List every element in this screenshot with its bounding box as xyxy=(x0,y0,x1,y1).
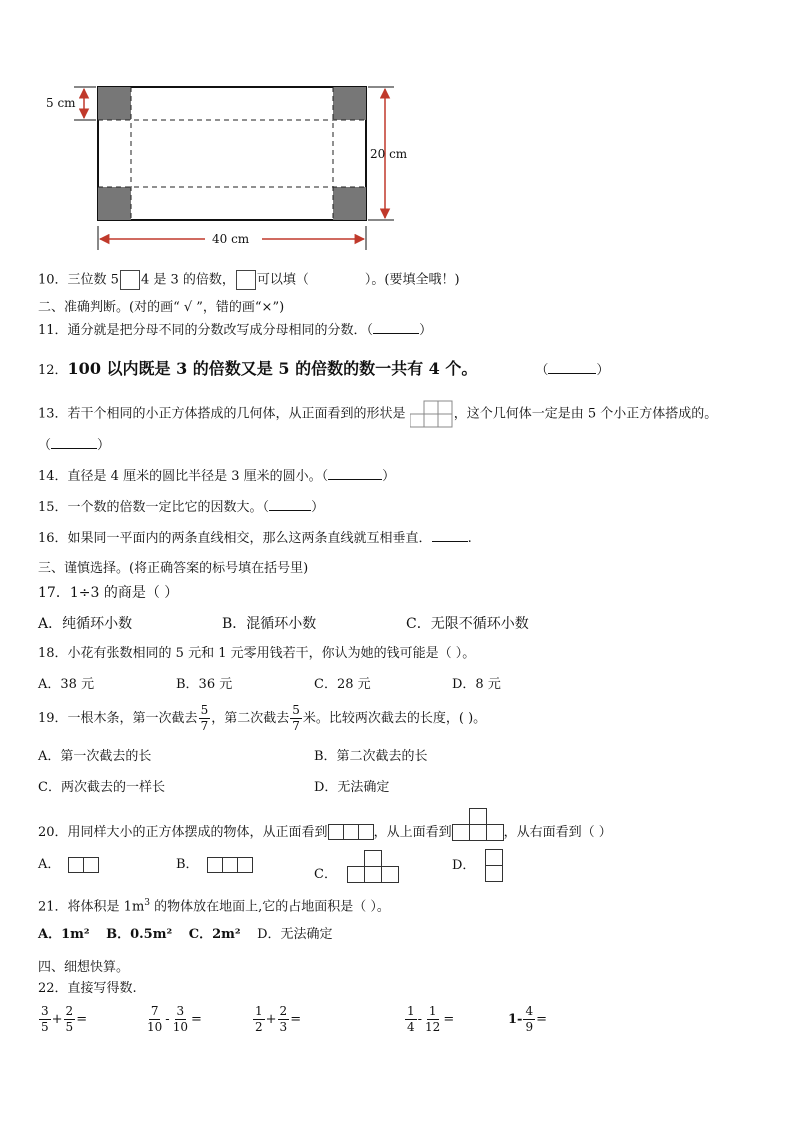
fraction: $\frac{5}{7}$ xyxy=(292,703,300,733)
option-shape xyxy=(207,857,253,873)
answer-blank[interactable] xyxy=(548,373,596,374)
question-16: 16．如果同一平面内的两条直线相交，那么这两条直线就互相垂直． . xyxy=(38,531,472,546)
answer-blank[interactable] xyxy=(432,541,468,542)
calc-item-2[interactable]: $\frac{7}{10}$ - $\frac{3}{10}$ = xyxy=(147,1004,202,1034)
digit-box-2[interactable] xyxy=(236,270,256,290)
corner-square-tr xyxy=(333,87,366,120)
q20-option-d[interactable]: D． xyxy=(452,848,503,884)
front-view-shape xyxy=(410,400,454,428)
q18-option-b[interactable]: B．36 元 xyxy=(176,677,233,692)
question-22: 22．直接写得数. xyxy=(38,981,137,996)
question-18: 18．小花有张数相同的 5 元和 1 元零用钱若干，你认为她的钱可能是（ ）。 xyxy=(38,646,476,661)
outer-rectangle xyxy=(98,87,366,220)
q20-option-b[interactable]: B． xyxy=(176,856,253,874)
q21-option-d[interactable]: D．无法确定 xyxy=(257,927,333,942)
question-15: 15．一个数的倍数一定比它的因数大。（ ） xyxy=(38,500,325,515)
corner-square-tl xyxy=(98,87,131,120)
calc-item-5[interactable]: 1- $\frac{4}{9}$ = xyxy=(508,1004,547,1034)
answer-blank[interactable] xyxy=(269,510,311,511)
answer-blank[interactable] xyxy=(51,448,97,449)
digit-box[interactable] xyxy=(120,270,140,290)
q17-option-a[interactable]: A．纯循环小数 xyxy=(38,616,133,632)
q19-option-c[interactable]: C．两次截去的一样长 xyxy=(38,780,165,795)
front-view-shape xyxy=(328,824,374,840)
option-shape xyxy=(68,857,99,873)
question-13: 13．若干个相同的小正方体搭成的几何体，从正面看到的形状是 ，这个几何体一定是由 5 个小正方体搭成的。 xyxy=(38,400,717,428)
q17-option-c[interactable]: C．无限不循环小数 xyxy=(406,616,529,632)
corner-square-br xyxy=(333,187,366,220)
q18-option-d[interactable]: D．8 元 xyxy=(452,677,501,692)
option-shape xyxy=(485,849,503,883)
question-12: 12．100 以内既是 3 的倍数又是 5 的倍数的数一共有 4 个。 （ ） xyxy=(38,359,610,378)
question-13-answer: （ ） xyxy=(38,438,111,453)
calc-item-3[interactable]: $\frac{1}{2}$ + $\frac{2}{3}$ = xyxy=(255,1004,302,1034)
q18-option-a[interactable]: A．38 元 xyxy=(38,677,95,692)
q21-option-b[interactable]: B．0.5m² xyxy=(106,927,173,942)
section-4-title: 四、细想快算。 xyxy=(38,960,130,975)
fold-lines xyxy=(98,87,366,220)
q20-option-a[interactable]: A． xyxy=(38,856,99,874)
q20-option-c[interactable]: C． xyxy=(314,848,399,884)
label-20cm: 20 cm xyxy=(370,147,408,161)
question-14: 14．直径是 4 厘米的圆比半径是 3 厘米的圆小。（ ） xyxy=(38,469,396,484)
label-40cm: 40 cm xyxy=(212,232,250,246)
cardboard-figure xyxy=(40,78,440,253)
q18-option-c[interactable]: C．28 元 xyxy=(314,677,371,692)
corner-square-bl xyxy=(98,187,131,220)
question-20: 20． 用同样大小的正方体摆成的物体，从正面看到 ，从上面看到 ，从右面看到（ ） xyxy=(38,806,612,842)
top-view-shape xyxy=(452,808,504,842)
question-11: 11．通分就是把分母不同的分数改写成分母相同的分数．（ ） xyxy=(38,323,433,338)
section-3-title: 三、谨慎选择。(将正确答案的标号填在括号里) xyxy=(38,561,309,576)
question-17: 17．1÷3 的商是（ ） xyxy=(38,585,179,601)
q17-option-b[interactable]: B．混循环小数 xyxy=(222,616,317,632)
q19-option-b[interactable]: B．第二次截去的长 xyxy=(314,749,428,764)
question-19: 19． 一根木条，第一次截去 $\frac{5}{7}$ ，第二次截去 $\frac{5}{7}$ 米。比较两次截去的长度，( )。 xyxy=(38,703,487,733)
q21-options xyxy=(38,926,333,944)
answer-blank[interactable] xyxy=(328,479,382,480)
fraction: $\frac{5}{7}$ xyxy=(200,703,209,733)
q21-option-c[interactable]: C．2m² xyxy=(188,927,241,942)
q21-option-a[interactable]: A．1m² xyxy=(38,927,90,942)
calc-item-4[interactable]: $\frac{1}{4}$ - $\frac{1}{12}$ = xyxy=(407,1004,455,1034)
label-5cm: 5 cm xyxy=(46,96,76,110)
answer-blank[interactable] xyxy=(373,333,419,334)
q19-option-a[interactable]: A．第一次截去的长 xyxy=(38,749,152,764)
question-10: 10．三位数 5 4 是 3 的倍数， 可以填（ ）。(要填全哦！) xyxy=(38,270,460,290)
q19-option-d[interactable]: D．无法确定 xyxy=(314,780,390,795)
question-21: 21．将体积是 $1m^3$ 的物体放在地面上,它的占地面积是（ ）。 xyxy=(38,898,390,915)
option-shape xyxy=(347,850,399,884)
calc-item-1[interactable]: $\frac{3}{5}$ + $\frac{2}{5}$ = xyxy=(41,1004,88,1034)
section-2-title: 二、准确判断。(对的画“ √ ”，错的画“×”) xyxy=(38,300,285,315)
